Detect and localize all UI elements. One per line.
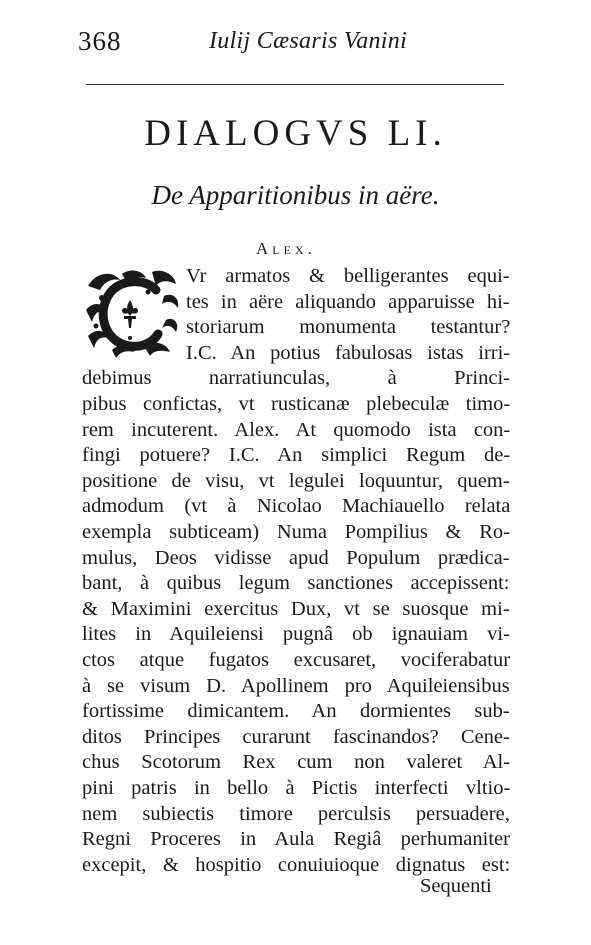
text-line: storiarum monumenta testantur? (186, 316, 511, 339)
dialogue-title: DIALOGVS LI. (144, 113, 447, 154)
text-line: pibus confictas, vt rusticanæ plebeculæ timo- (82, 393, 511, 415)
text-line: fortissime dimicantem. An dormientes sub- (82, 700, 510, 723)
text-line: Vr armatos & belligerantes equi- (186, 265, 510, 287)
text-line: rem incuterent. Alex. At quomodo ista con- (82, 418, 511, 441)
speaker-label: Alex. (256, 239, 316, 258)
text-line: à se visum D. Apollinem pro Aquileiensibus (82, 674, 510, 697)
text-line: admodum (vt à Nicolao Machiauello relata (82, 495, 511, 518)
text-line: ditos Principes curarunt fascinandos? Cene- (82, 725, 510, 748)
text-line: fingi potuere? I.C. An simplici Regum de- (82, 444, 511, 467)
running-head: Iulij Cæsaris Vanini (209, 28, 408, 54)
text-line: debimus narratiunculas, à Princi- (82, 367, 510, 390)
text-line: & Maximini exercitus Dux, vt se suosque mi- (82, 597, 510, 620)
text-line: nem subiectis timore perculsis persuadere, (82, 802, 510, 825)
text-line: excepit, & hospitio conuiuioque dignatus est: (82, 853, 511, 876)
text-line: Regni Proceres in Aula Regiâ perhumaniter (82, 828, 510, 851)
text-line: lites in Aquileiensi pugnâ ob ignauiam vi- (82, 623, 510, 646)
text-line: tes in aëre aliquando apparuisse hi- (186, 290, 510, 313)
text-line: pini patris in bello à Pictis interfecti vltio- (82, 777, 511, 799)
header-rule (86, 84, 504, 85)
text-line: exempla subticeam) Numa Pompilius & Ro- (82, 521, 510, 543)
dialogue-subtitle: De Apparitionibus in aëre. (151, 180, 440, 210)
text-line: chus Scotorum Rex cum non valeret Al- (82, 751, 511, 774)
floral-initial-ornament-icon (82, 266, 182, 360)
text-line: positione de visu, vt legulei loquuntur, quem- (82, 469, 510, 492)
catchword: Sequenti (420, 875, 492, 897)
text-line: mulus, Deos vidisse apud Populum prædica- (82, 546, 510, 569)
text-line: ctos atque fugatos excusaret, vociferabatur (82, 649, 511, 671)
decorated-initial (82, 266, 182, 360)
text-line: bant, à quibus legum sanctiones accepissent: (82, 572, 510, 595)
page-header (78, 26, 518, 58)
text-line: I.C. An potius fabulosas istas irri- (186, 341, 511, 364)
page-number: 368 (78, 26, 122, 56)
